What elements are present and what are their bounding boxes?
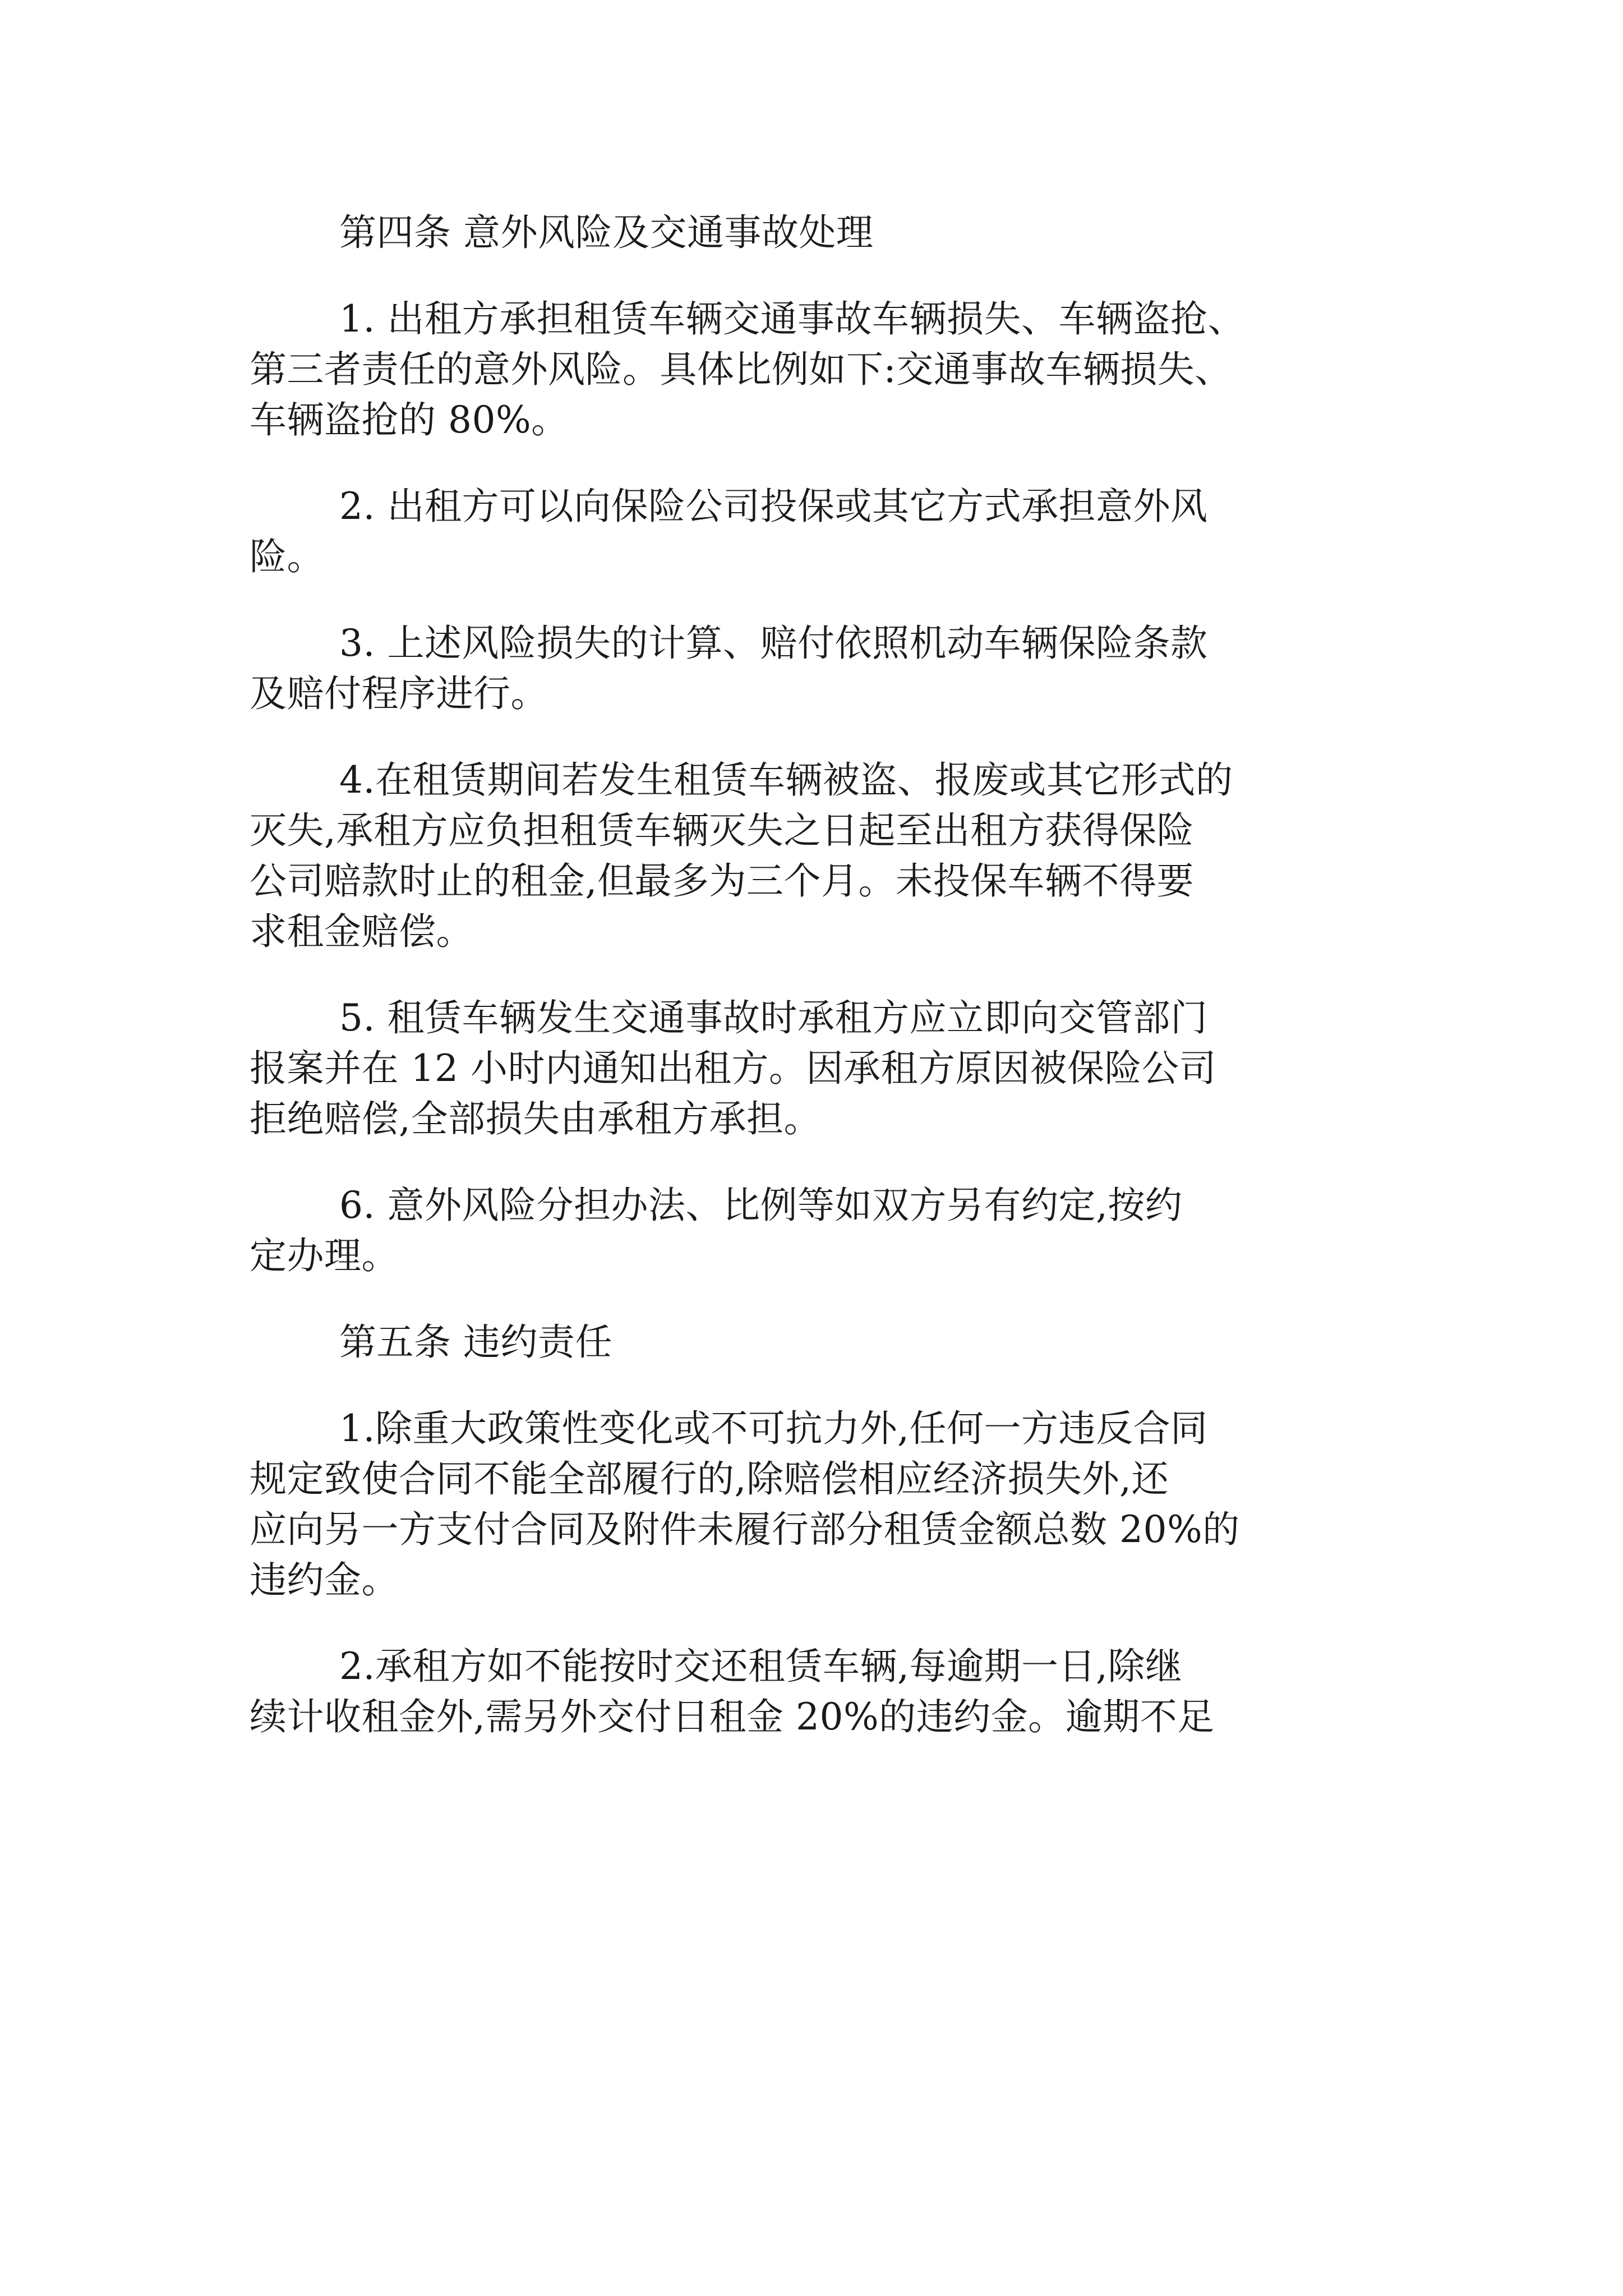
clause-4-4-line-4: 求租金赔偿。: [250, 910, 473, 953]
clause-5-1-line-4: 违约金。: [250, 1558, 399, 1602]
clause-4-3-line-1: 3. 上述风险损失的计算、赔付依照机动车辆保险条款: [339, 622, 1208, 665]
clause-5-1-line-1: 1.除重大政策性变化或不可抗力外,任何一方违反合同: [339, 1407, 1208, 1450]
clause-5-2-line-2: 续计收租金外,需另外交付日租金 20%的违约金。逾期不足: [250, 1695, 1215, 1738]
article-4-heading: 第四条 意外风险及交通事故处理: [339, 211, 874, 254]
clause-5-1-line-3: 应向另一方支付合同及附件未履行部分租赁金额总数 20%的: [250, 1508, 1240, 1551]
clause-4-5-line-2: 报案并在 12 小时内通知出租方。因承租方原因被保险公司: [250, 1047, 1216, 1090]
clause-4-2-line-2: 险。: [250, 535, 324, 578]
clause-4-4-line-2: 灭失,承租方应负担租赁车辆灭失之日起至出租方获得保险: [250, 809, 1194, 852]
clause-4-6-line-1: 6. 意外风险分担办法、比例等如双方另有约定,按约: [339, 1184, 1183, 1227]
clause-4-1-line-2: 第三者责任的意外风险。具体比例如下:交通事故车辆损失、: [250, 348, 1232, 391]
clause-5-1-line-2: 规定致使合同不能全部履行的,除赔偿相应经济损失外,还: [250, 1457, 1169, 1501]
clause-4-4-line-1: 4.在租赁期间若发生租赁车辆被盗、报废或其它形式的: [339, 758, 1233, 802]
clause-4-4-line-3: 公司赔款时止的租金,但最多为三个月。未投保车辆不得要: [250, 859, 1194, 903]
clause-4-6-line-2: 定办理。: [250, 1234, 399, 1277]
clause-4-3-line-2: 及赔付程序进行。: [250, 672, 548, 715]
document-body: [250, 208, 1377, 1742]
article-5-heading: 第五条 违约责任: [339, 1320, 612, 1364]
clause-4-5-line-3: 拒绝赔偿,全部损失由承租方承担。: [250, 1097, 821, 1140]
clause-4-5-line-1: 5. 租赁车辆发生交通事故时承租方应立即向交管部门: [339, 996, 1208, 1039]
clause-4-2-line-1: 2. 出租方可以向保险公司投保或其它方式承担意外风: [339, 485, 1208, 528]
clause-4-1-line-3: 车辆盗抢的 80%。: [250, 398, 569, 441]
clause-4-1-line-1: 1. 出租方承担租赁车辆交通事故车辆损失、车辆盗抢、: [339, 297, 1245, 341]
clause-5-2-line-1: 2.承租方如不能按时交还租赁车辆,每逾期一日,除继: [339, 1645, 1183, 1688]
